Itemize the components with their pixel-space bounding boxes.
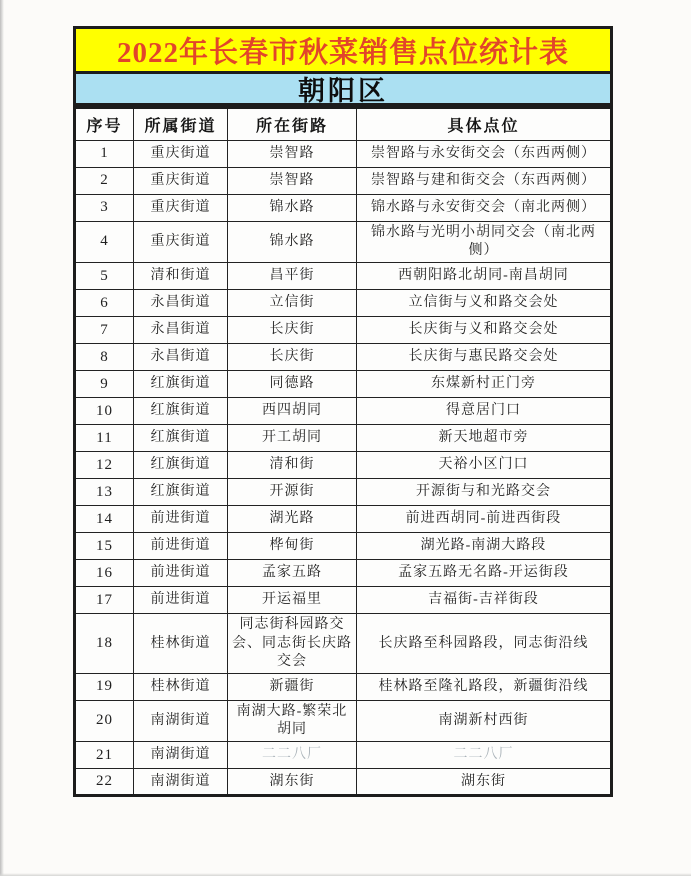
table-row <box>75 290 612 317</box>
cell-road: 西四胡同 <box>228 398 357 425</box>
cell-road: 南湖大路-繁荣北胡同 <box>228 700 357 741</box>
cell-street: 重庆街道 <box>134 222 228 263</box>
cell-street: 红旗街道 <box>134 398 228 425</box>
cell-location: 二二八厂 <box>356 742 611 769</box>
cell-location: 孟家五路无名路-开运街段 <box>356 560 611 587</box>
cell-road: 同德路 <box>228 371 357 398</box>
cell-street: 南湖街道 <box>134 742 228 769</box>
cell-location: 前进西胡同-前进西街段 <box>356 506 611 533</box>
cell-no: 10 <box>75 398 134 425</box>
cell-location: 立信街与义和路交会处 <box>356 290 611 317</box>
cell-location: 南湖新村西街 <box>356 700 611 741</box>
table-row <box>75 769 612 796</box>
cell-street: 前进街道 <box>134 587 228 614</box>
cell-no: 9 <box>75 371 134 398</box>
cell-street: 南湖街道 <box>134 700 228 741</box>
cell-road: 锦水路 <box>228 222 357 263</box>
cell-no: 5 <box>75 263 134 290</box>
cell-street: 前进街道 <box>134 506 228 533</box>
cell-road: 崇智路 <box>228 168 357 195</box>
cell-location: 得意居门口 <box>356 398 611 425</box>
cell-location: 吉福街-吉祥街段 <box>356 587 611 614</box>
table-row <box>75 479 612 506</box>
table-row <box>75 398 612 425</box>
cell-no: 2 <box>75 168 134 195</box>
table-body <box>75 141 612 796</box>
cell-location: 开源街与和光路交会 <box>356 479 611 506</box>
cell-road: 开工胡同 <box>228 425 357 452</box>
cell-location: 桂林路至隆礼路段，新疆街沿线 <box>356 673 611 700</box>
cell-street: 重庆街道 <box>134 168 228 195</box>
cell-no: 21 <box>75 742 134 769</box>
column-header-0: 序号 <box>75 108 134 141</box>
table-row <box>75 587 612 614</box>
cell-street: 红旗街道 <box>134 452 228 479</box>
cell-no: 17 <box>75 587 134 614</box>
cell-road: 长庆街 <box>228 317 357 344</box>
page-title: 2022年长春市秋菜销售点位统计表 <box>73 26 613 74</box>
cell-road: 立信街 <box>228 290 357 317</box>
cell-street: 红旗街道 <box>134 371 228 398</box>
table-row <box>75 742 612 769</box>
cell-no: 12 <box>75 452 134 479</box>
cell-no: 7 <box>75 317 134 344</box>
column-header-2: 所在街路 <box>228 108 357 141</box>
table-row <box>75 700 612 741</box>
cell-no: 16 <box>75 560 134 587</box>
cell-location: 东煤新村正门旁 <box>356 371 611 398</box>
cell-road: 崇智路 <box>228 141 357 168</box>
cell-no: 14 <box>75 506 134 533</box>
table-row <box>75 263 612 290</box>
cell-street: 桂林街道 <box>134 673 228 700</box>
cell-street: 永昌街道 <box>134 290 228 317</box>
statistics-sheet <box>73 26 613 797</box>
column-header-3: 具体点位 <box>356 108 611 141</box>
cell-road: 长庆街 <box>228 344 357 371</box>
cell-street: 永昌街道 <box>134 317 228 344</box>
table-row <box>75 614 612 674</box>
cell-road: 清和街 <box>228 452 357 479</box>
cell-location: 湖东街 <box>356 769 611 796</box>
cell-no: 8 <box>75 344 134 371</box>
cell-road: 昌平街 <box>228 263 357 290</box>
cell-location: 湖光路-南湖大路段 <box>356 533 611 560</box>
cell-road: 湖光路 <box>228 506 357 533</box>
cell-street: 重庆街道 <box>134 141 228 168</box>
district-header: 朝阳区 <box>73 74 613 106</box>
table-row <box>75 506 612 533</box>
table-row <box>75 533 612 560</box>
cell-no: 6 <box>75 290 134 317</box>
cell-no: 3 <box>75 195 134 222</box>
table-row <box>75 222 612 263</box>
cell-no: 19 <box>75 673 134 700</box>
table-row <box>75 371 612 398</box>
cell-street: 前进街道 <box>134 560 228 587</box>
cell-street: 清和街道 <box>134 263 228 290</box>
cell-location: 崇智路与永安街交会（东西两侧） <box>356 141 611 168</box>
cell-street: 红旗街道 <box>134 479 228 506</box>
cell-no: 20 <box>75 700 134 741</box>
cell-road: 开运福里 <box>228 587 357 614</box>
cell-location: 西朝阳路北胡同-南昌胡同 <box>356 263 611 290</box>
cell-road: 同志街科园路交会、同志街长庆路交会 <box>228 614 357 674</box>
cell-street: 红旗街道 <box>134 425 228 452</box>
cell-location: 崇智路与建和街交会（东西两侧） <box>356 168 611 195</box>
table-row <box>75 673 612 700</box>
table-row <box>75 344 612 371</box>
table-row <box>75 560 612 587</box>
cell-no: 22 <box>75 769 134 796</box>
cell-location: 新天地超市旁 <box>356 425 611 452</box>
cell-street: 桂林街道 <box>134 614 228 674</box>
cell-road: 湖东街 <box>228 769 357 796</box>
cell-location: 锦水路与永安街交会（南北两侧） <box>356 195 611 222</box>
cell-location: 长庆街与义和路交会处 <box>356 317 611 344</box>
cell-street: 南湖街道 <box>134 769 228 796</box>
table-row <box>75 141 612 168</box>
cell-road: 开源街 <box>228 479 357 506</box>
cell-road: 桦甸街 <box>228 533 357 560</box>
cell-no: 4 <box>75 222 134 263</box>
sales-points-table <box>73 106 613 797</box>
cell-no: 18 <box>75 614 134 674</box>
table-row <box>75 317 612 344</box>
cell-no: 11 <box>75 425 134 452</box>
cell-location: 天裕小区门口 <box>356 452 611 479</box>
photo-edge-left <box>0 0 4 876</box>
table-row <box>75 168 612 195</box>
cell-location: 长庆街与惠民路交会处 <box>356 344 611 371</box>
cell-road: 新疆街 <box>228 673 357 700</box>
cell-location: 长庆路至科园路段，同志街沿线 <box>356 614 611 674</box>
cell-no: 15 <box>75 533 134 560</box>
table-head <box>75 108 612 141</box>
cell-road: 锦水路 <box>228 195 357 222</box>
table-row <box>75 452 612 479</box>
cell-no: 13 <box>75 479 134 506</box>
cell-no: 1 <box>75 141 134 168</box>
header-row <box>75 108 612 141</box>
cell-road: 二二八厂 <box>228 742 357 769</box>
table-row <box>75 425 612 452</box>
cell-road: 孟家五路 <box>228 560 357 587</box>
table-row <box>75 195 612 222</box>
cell-street: 重庆街道 <box>134 195 228 222</box>
cell-street: 永昌街道 <box>134 344 228 371</box>
column-header-1: 所属街道 <box>134 108 228 141</box>
cell-street: 前进街道 <box>134 533 228 560</box>
cell-location: 锦水路与光明小胡同交会（南北两侧） <box>356 222 611 263</box>
